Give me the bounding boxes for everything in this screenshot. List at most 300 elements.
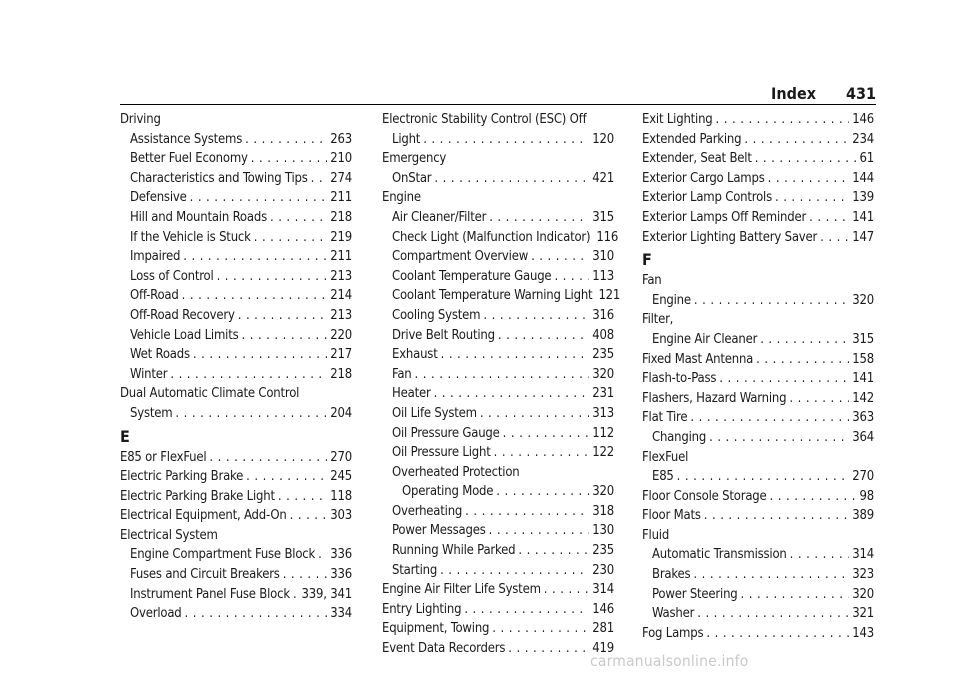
index-subentry: [642, 565, 874, 585]
index-entry: [642, 448, 874, 468]
index-subentry: [382, 306, 614, 326]
dot-leader: [706, 624, 849, 644]
index-subentry: [120, 604, 352, 624]
dot-leader: [809, 208, 849, 228]
index-entry: [642, 408, 874, 428]
entry-page-ref: 315: [852, 331, 874, 347]
dot-leader: [238, 306, 328, 326]
index-subentry: [382, 463, 614, 483]
index-entry: [642, 369, 874, 389]
entry-term: FlexFuel: [642, 449, 689, 465]
entry-page-ref: 118: [330, 488, 352, 504]
index-subentry: [120, 130, 352, 150]
entry-page-ref: 147: [852, 229, 874, 245]
entry-term: Starting: [392, 562, 438, 578]
dot-leader: [434, 384, 590, 404]
entry-term: Coolant Temperature Gauge: [392, 268, 552, 284]
entry-page-ref: 112: [592, 425, 614, 441]
entry-page-ref: 234: [852, 131, 874, 147]
dot-leader: [283, 565, 328, 585]
index-subentry: [382, 130, 614, 150]
index-entry: [382, 110, 614, 130]
dot-leader: [290, 506, 328, 526]
entry-page-ref: 219: [330, 229, 352, 245]
index-entry: [642, 208, 874, 228]
index-column-1: [120, 110, 352, 624]
dot-leader: [217, 267, 328, 287]
entry-term: OnStar: [392, 170, 432, 186]
index-subentry: [120, 149, 352, 169]
dot-leader: [760, 330, 849, 350]
index-entry: [642, 624, 874, 644]
entry-term: Flat Tire: [642, 410, 688, 426]
index-column-2: [382, 110, 621, 659]
index-subentry: [382, 502, 614, 522]
dot-leader: [278, 487, 327, 507]
entry-page-ref: 320: [592, 484, 614, 500]
entry-page-ref: 204: [330, 405, 352, 421]
index-subentry: [120, 365, 352, 385]
entry-term: If the Vehicle is Stuck: [130, 229, 251, 245]
dot-leader: [693, 565, 849, 585]
dot-leader: [508, 639, 589, 659]
section-letter: E: [120, 426, 130, 446]
entry-page-ref: 235: [592, 543, 614, 559]
dot-leader: [183, 247, 327, 267]
entry-page-ref: 334: [330, 606, 352, 622]
entry-page-ref: 122: [592, 445, 614, 461]
index-subentry: [382, 541, 614, 561]
index-subentry: [120, 345, 352, 365]
index-entry: [120, 448, 352, 468]
dot-leader: [254, 228, 328, 248]
entry-term: Oil Pressure Gauge: [392, 425, 500, 441]
entry-term: Light: [392, 131, 421, 147]
entry-page-ref: 339, 341: [301, 586, 352, 602]
dot-leader: [434, 169, 589, 189]
entry-term: Dual Automatic Climate Control: [120, 386, 300, 402]
index-subentry: [120, 267, 352, 287]
index-subentry: [120, 208, 352, 228]
entry-term: Emergency: [382, 151, 447, 167]
index-entry: [642, 228, 874, 248]
entry-page-ref: 313: [592, 405, 614, 421]
index-entry: [642, 169, 874, 189]
dot-leader: [544, 580, 590, 600]
index-subentry: [120, 286, 352, 306]
entry-page-ref: 310: [592, 249, 614, 265]
entry-page-ref: 211: [330, 249, 352, 265]
index-subentry: [642, 467, 874, 487]
index-subentry: [382, 228, 619, 248]
entry-page-ref: 230: [592, 562, 614, 578]
entry-term: Exterior Lighting Battery Saver: [642, 229, 818, 245]
entry-term: Off-Road Recovery: [130, 307, 235, 323]
dot-leader: [716, 110, 850, 130]
entry-page-ref: 320: [592, 366, 614, 382]
index-subentry: [120, 169, 352, 189]
index-subentry: [120, 404, 352, 424]
watermark: carmanualsonline.info: [590, 652, 749, 670]
header-rule: [120, 104, 876, 105]
entry-term: Instrument Panel Fuse Block: [130, 586, 290, 602]
index-subentry: [382, 267, 614, 287]
index-entry: [642, 506, 874, 526]
entry-page-ref: 303: [330, 508, 352, 524]
entry-page-ref: 121: [598, 288, 621, 304]
index-subentry: [120, 585, 352, 605]
entry-term: Extender, Seat Belt: [642, 151, 752, 167]
entry-term: E85 or FlexFuel: [120, 449, 207, 465]
index-entry: [642, 130, 874, 150]
index-entry: [120, 526, 352, 546]
entry-page-ref: 235: [592, 347, 614, 363]
entry-page-ref: 270: [852, 469, 874, 485]
dot-leader: [251, 149, 328, 169]
entry-page-ref: 320: [852, 586, 874, 602]
entry-term: Fog Lamps: [642, 625, 704, 641]
index-subentry: [120, 545, 352, 565]
entry-page-ref: 139: [852, 190, 874, 206]
index-entry: [120, 110, 352, 130]
dot-leader: [789, 389, 849, 409]
entry-page-ref: 408: [592, 327, 614, 343]
entry-page-ref: 141: [852, 371, 874, 387]
index-subentry: [120, 228, 352, 248]
index-entry: [382, 580, 614, 600]
index-column-3: [642, 110, 874, 643]
entry-term: Electrical System: [120, 527, 218, 543]
dot-leader: [480, 404, 589, 424]
dot-leader: [770, 487, 857, 507]
index-entry: [382, 149, 614, 169]
dot-leader: [755, 149, 857, 169]
index-entry: [642, 389, 874, 409]
index-entry: [642, 110, 874, 130]
index-entry: [642, 188, 874, 208]
entry-term: Fan: [642, 273, 662, 289]
entry-term: Power Messages: [392, 523, 486, 539]
dot-leader: [494, 443, 590, 463]
entry-term: Floor Console Storage: [642, 488, 767, 504]
entry-page-ref: 321: [852, 606, 874, 622]
page-number: 431: [845, 84, 876, 103]
index-subentry: [642, 545, 874, 565]
dot-leader: [709, 428, 849, 448]
entry-page-ref: 146: [852, 112, 874, 127]
entry-page-ref: 143: [852, 625, 874, 641]
entry-page-ref: 217: [330, 347, 352, 363]
index-entry: [642, 271, 874, 291]
entry-page-ref: 231: [592, 386, 614, 402]
entry-term: Automatic Transmission: [652, 547, 787, 563]
dot-leader: [209, 448, 327, 468]
entry-term: Engine Compartment Fuse Block: [130, 547, 316, 563]
entry-term: System: [130, 405, 173, 421]
entry-term: Exhaust: [392, 347, 438, 363]
dot-leader: [464, 600, 589, 620]
dot-leader: [489, 521, 590, 541]
entry-page-ref: 364: [852, 429, 874, 445]
entry-page-ref: 270: [330, 449, 352, 465]
dot-leader: [744, 130, 849, 150]
entry-term: Wet Roads: [130, 347, 190, 363]
entry-term: Drive Belt Routing: [392, 327, 495, 343]
entry-term: Electric Parking Brake Light: [120, 488, 275, 504]
dot-leader: [270, 208, 327, 228]
entry-term: Brakes: [652, 567, 691, 583]
entry-term: Exterior Lamp Controls: [642, 190, 772, 206]
entry-page-ref: 336: [330, 567, 352, 583]
entry-term: Operating Mode: [402, 484, 494, 500]
dot-leader: [311, 169, 328, 189]
dot-leader: [554, 267, 589, 287]
entry-page-ref: 211: [330, 190, 352, 206]
index-subentry: [120, 326, 352, 346]
entry-term: Better Fuel Economy: [130, 151, 248, 167]
entry-term: Running While Parked: [392, 543, 516, 559]
entry-page-ref: 315: [592, 209, 614, 225]
entry-term: Overheated Protection: [392, 464, 520, 480]
dot-leader: [790, 545, 850, 565]
dot-leader: [246, 467, 327, 487]
entry-term: Oil Life System: [392, 405, 477, 421]
entry-page-ref: 316: [592, 307, 614, 323]
dot-leader: [694, 291, 849, 311]
entry-page-ref: 218: [330, 366, 352, 382]
entry-page-ref: 318: [592, 503, 614, 519]
index-entry: [382, 188, 614, 208]
entry-term: Fluid: [642, 527, 670, 543]
entry-page-ref: 210: [330, 151, 352, 167]
index-subentry: [382, 169, 614, 189]
dot-leader: [185, 604, 328, 624]
index-subentry: [120, 247, 352, 267]
entry-term: Assistance Systems: [130, 131, 243, 147]
entry-page-ref: 421: [592, 170, 614, 186]
entry-term: Fixed Mast Antenna: [642, 351, 754, 367]
index-entry: [382, 600, 614, 620]
entry-term: Fuses and Circuit Breakers: [130, 567, 280, 583]
entry-page-ref: 142: [852, 390, 874, 406]
entry-term: Exit Lighting: [642, 112, 713, 127]
entry-term: Off-Road: [130, 288, 179, 304]
dot-leader: [318, 545, 327, 565]
page-header: [120, 84, 876, 106]
dot-leader: [465, 502, 589, 522]
entry-page-ref: 263: [330, 131, 352, 147]
entry-page-ref: 245: [330, 469, 352, 485]
entry-term: Electronic Stability Control (ESC) Off: [382, 112, 587, 127]
entry-page-ref: 144: [852, 170, 874, 186]
entry-term: Equipment, Towing: [382, 621, 490, 637]
index-subentry: [642, 585, 874, 605]
entry-term: Electric Parking Brake: [120, 469, 244, 485]
index-entry: [382, 639, 614, 659]
index-subentry: [120, 306, 352, 326]
dot-leader: [175, 404, 327, 424]
entry-term: Engine: [382, 190, 421, 206]
entry-page-ref: 323: [852, 567, 874, 583]
entry-term: Changing: [652, 429, 707, 445]
index-subentry: [382, 443, 614, 463]
index-subentry: [382, 208, 614, 228]
dot-leader: [697, 604, 849, 624]
dot-leader: [503, 424, 590, 444]
entry-page-ref: 158: [852, 351, 874, 367]
entry-term: Compartment Overview: [392, 249, 529, 265]
index-subentry: [382, 404, 614, 424]
index-subentry: [382, 384, 614, 404]
dot-leader: [440, 561, 589, 581]
dot-leader: [756, 350, 849, 370]
index-entry: [642, 350, 874, 370]
index-subentry: [382, 286, 621, 306]
entry-page-ref: 116: [596, 229, 619, 245]
entry-term: Winter: [130, 366, 168, 382]
dot-leader: [518, 541, 589, 561]
index-entry: [642, 526, 874, 546]
entry-page-ref: 214: [330, 288, 352, 304]
entry-term: Extended Parking: [642, 131, 742, 147]
entry-term: Overheating: [392, 503, 463, 519]
entry-term: Impaired: [130, 249, 181, 265]
entry-page-ref: 274: [330, 170, 352, 186]
entry-term: Power Steering: [652, 586, 738, 602]
index-subentry: [642, 604, 874, 624]
dot-leader: [496, 482, 589, 502]
entry-page-ref: 281: [592, 621, 614, 637]
index-entry: [382, 619, 614, 639]
entry-page-ref: 389: [852, 508, 874, 524]
entry-term: Hill and Mountain Roads: [130, 209, 267, 225]
entry-term: Flash-to-Pass: [642, 371, 717, 387]
dot-leader: [498, 326, 589, 346]
entry-page-ref: 98: [859, 488, 874, 504]
entry-term: Engine: [652, 292, 691, 308]
dot-leader: [492, 619, 589, 639]
entry-term: Loss of Control: [130, 268, 214, 284]
index-subentry: [382, 424, 614, 444]
dot-leader: [489, 208, 589, 228]
index-subentry: [642, 330, 874, 350]
entry-term: Engine Air Filter Life System: [382, 582, 541, 598]
entry-term: Characteristics and Towing Tips: [130, 170, 308, 186]
entry-term: Fan: [392, 366, 412, 382]
dot-leader: [423, 130, 589, 150]
dot-leader: [170, 365, 327, 385]
entry-term: Filter,: [642, 312, 674, 328]
dot-leader: [193, 345, 327, 365]
entry-term: Exterior Cargo Lamps: [642, 170, 765, 186]
dot-leader: [182, 286, 328, 306]
index-subentry: [382, 561, 614, 581]
entry-term: Defensive: [130, 190, 187, 206]
index-entry: [642, 310, 874, 330]
entry-term: Overload: [130, 606, 182, 622]
entry-page-ref: 141: [852, 209, 874, 225]
index-subentry: [120, 188, 352, 208]
index-entry: [642, 487, 874, 507]
index-subentry: [382, 365, 614, 385]
dot-leader: [531, 247, 589, 267]
index-subentry: [382, 521, 614, 541]
dot-leader: [415, 365, 590, 385]
index-subentry: [120, 565, 352, 585]
entry-term: Event Data Recorders: [382, 641, 506, 657]
dot-leader: [719, 369, 849, 389]
entry-page-ref: 320: [852, 292, 874, 308]
index-entry: [642, 149, 874, 169]
dot-leader: [245, 130, 327, 150]
entry-page-ref: 61: [859, 151, 874, 167]
entry-page-ref: 363: [852, 410, 874, 426]
entry-page-ref: 336: [330, 547, 352, 563]
entry-page-ref: 314: [852, 547, 874, 563]
entry-term: Electrical Equipment, Add-On: [120, 508, 287, 524]
dot-leader: [820, 228, 849, 248]
entry-term: Cooling System: [392, 307, 481, 323]
index-entry: [120, 506, 352, 526]
entry-page-ref: 314: [592, 582, 614, 598]
dot-leader: [704, 506, 850, 526]
index-subentry: [642, 291, 874, 311]
index-entry: [120, 384, 352, 404]
entry-term: Heater: [392, 386, 431, 402]
entry-term: Check Light (Malfunction Indicator): [392, 229, 591, 245]
index-entry: [120, 487, 352, 507]
entry-term: Flashers, Hazard Warning: [642, 390, 787, 406]
index-subentry: [382, 326, 614, 346]
entry-page-ref: 213: [330, 268, 352, 284]
index-subentry: [642, 428, 874, 448]
dot-leader: [768, 169, 850, 189]
entry-term: E85: [652, 469, 674, 485]
dot-leader: [441, 345, 590, 365]
entry-page-ref: 220: [330, 327, 352, 343]
entry-term: Engine Air Cleaner: [652, 331, 758, 347]
entry-term: Air Cleaner/Filter: [392, 209, 487, 225]
entry-term: Floor Mats: [642, 508, 701, 524]
section-letter: F: [642, 250, 652, 270]
index-subentry: [382, 345, 614, 365]
entry-page-ref: 130: [592, 523, 614, 539]
entry-term: Exterior Lamps Off Reminder: [642, 209, 807, 225]
entry-term: Coolant Temperature Warning Light: [392, 288, 593, 304]
page-title: Index: [771, 84, 816, 103]
entry-page-ref: 419: [592, 641, 614, 657]
entry-term: Washer: [652, 606, 695, 622]
entry-page-ref: 218: [330, 209, 352, 225]
entry-page-ref: 146: [592, 601, 614, 617]
entry-page-ref: 213: [330, 307, 352, 323]
entry-term: Entry Lighting: [382, 601, 462, 617]
dot-leader: [690, 408, 849, 428]
dot-leader: [190, 188, 328, 208]
dot-leader: [775, 188, 849, 208]
dot-leader: [677, 467, 850, 487]
dot-leader: [483, 306, 589, 326]
index-entry: [120, 467, 352, 487]
entry-term: Oil Pressure Light: [392, 445, 491, 461]
dot-leader: [293, 585, 299, 605]
entry-page-ref: 113: [592, 268, 614, 284]
dot-leader: [241, 326, 327, 346]
entry-page-ref: 120: [592, 131, 614, 147]
dot-leader: [741, 585, 850, 605]
index-subentry: [382, 482, 614, 502]
entry-term: Driving: [120, 112, 161, 127]
